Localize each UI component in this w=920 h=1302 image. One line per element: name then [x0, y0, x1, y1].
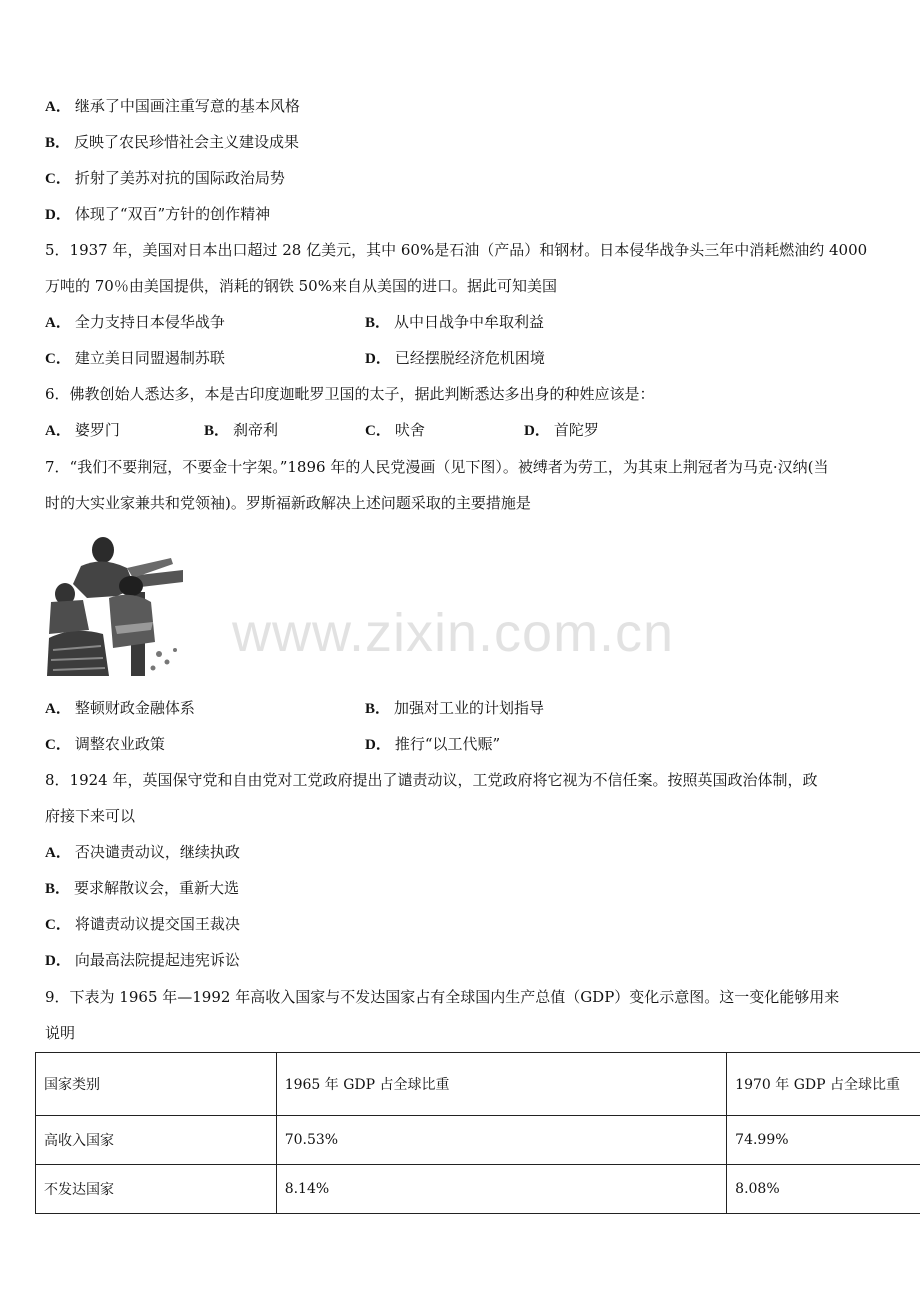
q5-option-b: B． 从中日战争中牟取利益: [365, 313, 545, 331]
q4-option-a: A． 继承了中国画注重写意的基本风格: [45, 97, 300, 115]
q8-option-d: D． 向最高法院提起违宪诉讼: [45, 951, 240, 969]
table-cell: 74.99%: [727, 1116, 920, 1165]
q7-option-b: B． 加强对工业的计划指导: [365, 699, 545, 717]
q4-option-d: D． 体现了“双百”方针的创作精神: [45, 205, 271, 223]
q7-option-a: A． 整顿财政金融体系: [45, 699, 195, 717]
table-header-cell: 国家类别: [36, 1053, 277, 1116]
table-row: [36, 1116, 920, 1165]
q9-stem-line2: 说明: [45, 1024, 76, 1042]
q6-option-b: B． 刹帝利: [204, 421, 279, 439]
q6-option-c: C． 吠舍: [365, 421, 425, 439]
q7-option-d: D． 推行“以工代赈”: [365, 735, 501, 753]
watermark: www.zixin.com.cn: [232, 603, 675, 663]
q9-stem-line1: 9．下表为 1965 年—1992 年高收入国家与不发达国家占有全球国内生产总值（GDP）变化示意图。这一变化能够用来: [45, 988, 840, 1006]
q7-stem-line2: 时的大实业家兼共和党领袖)。罗斯福新政解决上述问题采取的主要措施是: [45, 494, 531, 512]
table-header-cell: 1965 年 GDP 占全球比重: [276, 1053, 726, 1116]
q7-stem-line1: 7．“我们不要荆冠，不要金十字架。”1896 年的人民党漫画（见下图）。被缚者为劳工，为其束上荆冠者为马克·汉纳(当: [45, 458, 829, 476]
q6-stem: 6．佛教创始人悉达多，本是古印度迦毗罗卫国的太子，据此判断悉达多出身的种姓应该是：: [45, 385, 655, 403]
q7-option-c: C． 调整农业政策: [45, 735, 165, 753]
q4-option-b: B． 反映了农民珍惜社会主义建设成果: [45, 133, 300, 151]
q5-stem-line1: 5．1937 年，美国对日本出口超过 28 亿美元，其中 60%是石油（产品）和钢材。日本侵华战争头三年中消耗燃油约 4000: [45, 241, 868, 259]
q5-option-c: C． 建立美日同盟遏制苏联: [45, 349, 225, 367]
q5-option-a: A． 全力支持日本侵华战争: [45, 313, 225, 331]
q8-option-c: C． 将谴责动议提交国王裁决: [45, 915, 240, 933]
table-header-row: [36, 1053, 920, 1116]
q8-option-b: B． 要求解散议会，重新大选: [45, 879, 240, 897]
q6-option-a: A． 婆罗门: [45, 421, 120, 439]
table-cell: 高收入国家: [36, 1116, 277, 1165]
table-row: [36, 1165, 920, 1214]
gdp-table: [35, 1052, 920, 1214]
q6-option-d: D． 首陀罗: [524, 421, 599, 439]
q8-stem-line2: 府接下来可以: [45, 807, 136, 825]
table-cell: 不发达国家: [36, 1165, 277, 1214]
q8-option-a: A． 否决谴责动议，继续执政: [45, 843, 240, 861]
q8-stem-line1: 8．1924 年，英国保守党和自由党对工党政府提出了谴责动议，工党政府将它视为不信任案。按照英国政治体制，政: [45, 771, 818, 789]
political-cartoon-image: [43, 530, 187, 678]
table-cell: 8.08%: [727, 1165, 920, 1214]
q4-option-c: C． 折射了美苏对抗的国际政治局势: [45, 169, 285, 187]
table-cell: 70.53%: [276, 1116, 726, 1165]
table-cell: 8.14%: [276, 1165, 726, 1214]
table-header-cell: 1970 年 GDP 占全球比重: [727, 1053, 920, 1116]
q5-stem-line2: 万吨的 70％由美国提供，消耗的钢铁 50%来自从美国的进口。据此可知美国: [45, 277, 557, 295]
q5-option-d: D． 已经摆脱经济危机困境: [365, 349, 545, 367]
